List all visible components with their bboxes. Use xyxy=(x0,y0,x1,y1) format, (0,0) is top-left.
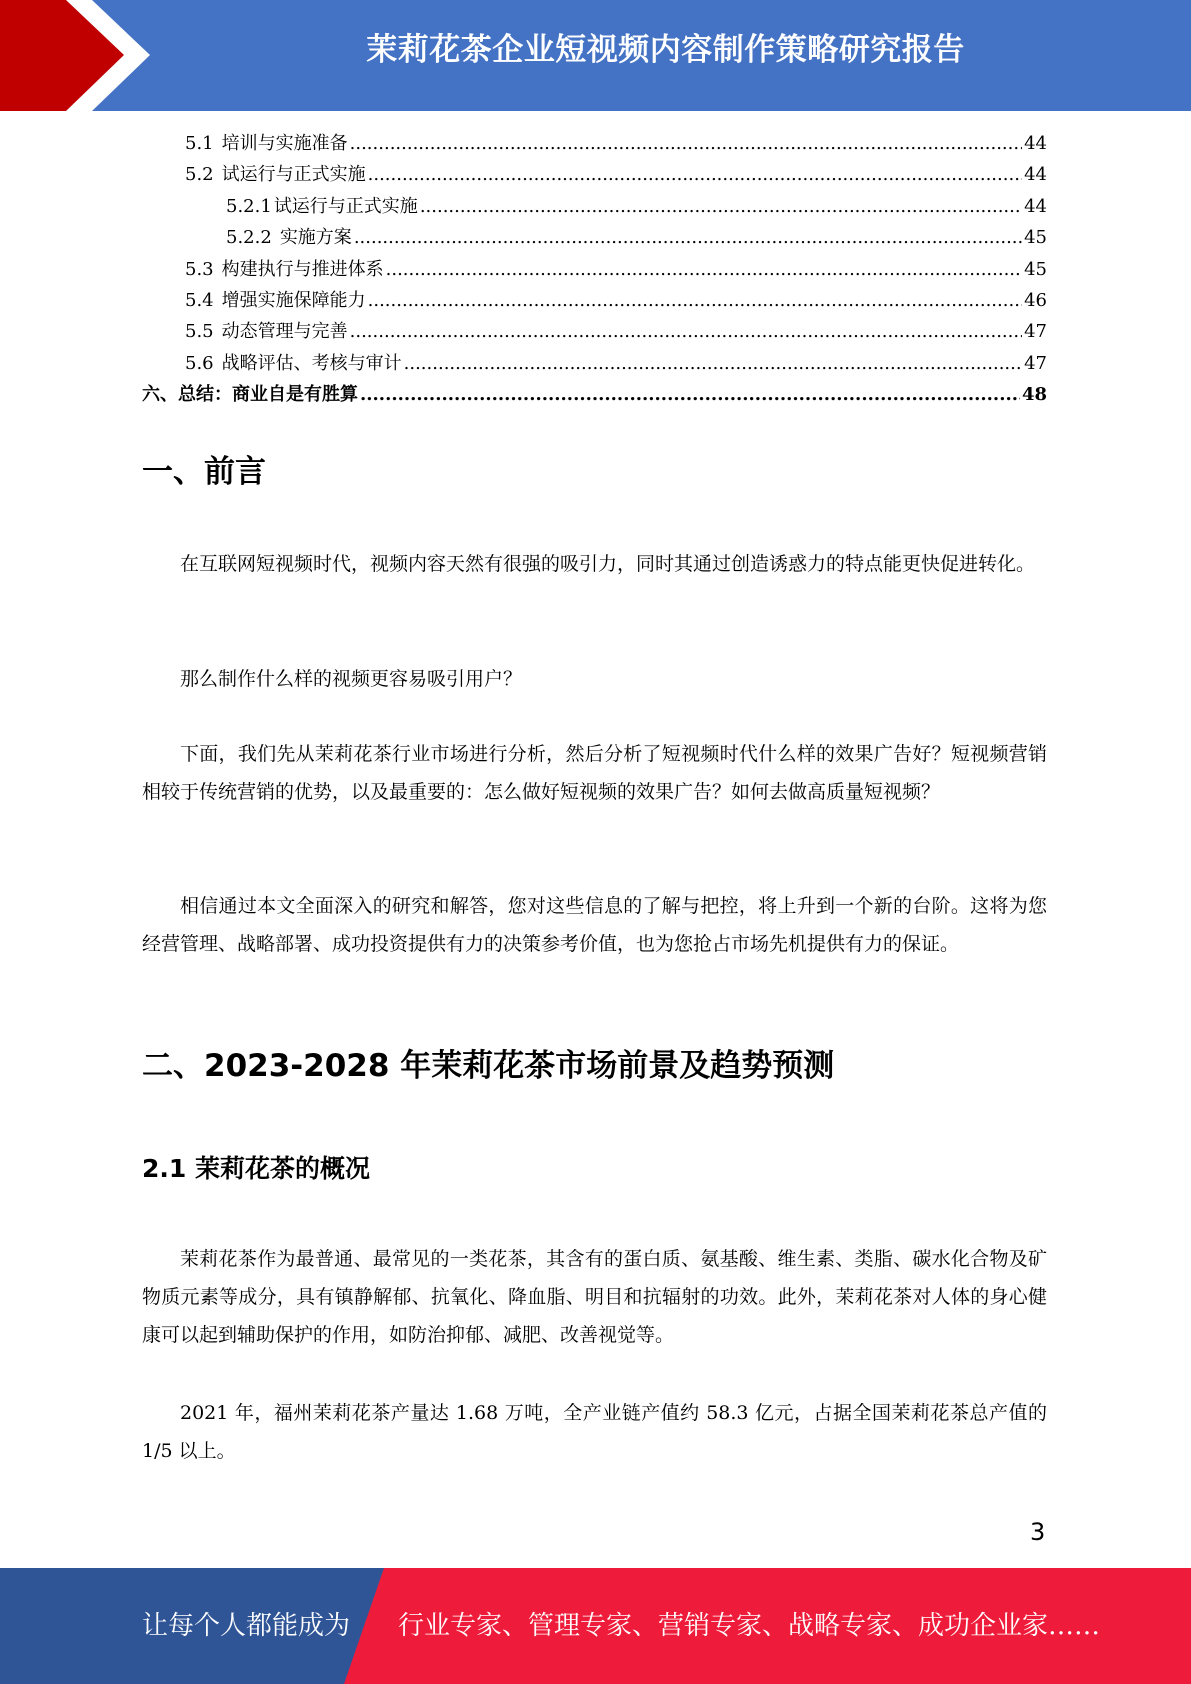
toc-number: 5.6 xyxy=(185,352,214,374)
toc-text: 动态管理与完善 xyxy=(221,321,348,343)
toc-page: 47 xyxy=(1024,321,1047,343)
toc-number: 5.2 xyxy=(185,164,214,186)
footer-slogan-right: 行业专家、管理专家、营销专家、战略专家、成功企业家…… xyxy=(398,1611,1101,1641)
toc-number: 5.5 xyxy=(185,321,214,343)
toc-text: 战略评估、考核与审计 xyxy=(221,352,402,374)
toc-page: 45 xyxy=(1024,258,1047,280)
toc-leader xyxy=(350,316,1022,347)
toc-text: 构建执行与推进体系 xyxy=(221,258,384,280)
paragraph: 那么制作什么样的视频更容易吸引用户？ xyxy=(180,668,523,690)
toc-text: 培训与实施准备 xyxy=(221,133,348,154)
toc-entry[interactable] xyxy=(142,285,1047,316)
toc-leader xyxy=(386,254,1022,285)
page-number: 3 xyxy=(1030,1518,1046,1546)
report-title: 茉莉花茶企业短视频内容制作策略研究报告 xyxy=(366,32,965,68)
toc-text: 六、总结：商业自是有胜算 xyxy=(142,384,358,406)
toc-entry[interactable] xyxy=(142,348,1047,379)
toc-number: 5.2.2 xyxy=(226,227,272,249)
toc-page: 44 xyxy=(1024,133,1047,154)
paragraph: 茉莉花茶作为最普通、最常见的一类花茶，其含有的蛋白质、氨基酸、维生素、类脂、碳水化合物及矿物质元素等成分，具有镇静解郁、抗氧化、降血脂、明目和抗辐射的功效。此外，茉莉花茶对人体的身心健康可以起到辅助保护的作用，如防治抑郁、减肥、改善视觉等。 xyxy=(142,1248,1047,1346)
toc-leader xyxy=(368,159,1022,190)
toc-number: 5.4 xyxy=(185,289,214,311)
toc-page: 44 xyxy=(1024,164,1047,186)
toc-entry[interactable] xyxy=(142,159,1047,190)
page-header xyxy=(0,0,1191,111)
toc-number: 5.3 xyxy=(185,258,214,280)
toc-page: 44 xyxy=(1024,195,1047,217)
toc-leader xyxy=(420,191,1022,222)
toc-number: 5.2.1 xyxy=(226,195,272,217)
table-of-contents xyxy=(142,128,1047,411)
toc-entry[interactable] xyxy=(142,191,1047,222)
toc-number: 5.1 xyxy=(185,133,214,154)
toc-leader xyxy=(404,348,1022,379)
toc-text: 试运行与正式实施 xyxy=(221,164,366,186)
toc-text: 试运行与正式实施 xyxy=(273,195,418,217)
toc-page: 45 xyxy=(1024,227,1047,249)
toc-text: 增强实施保障能力 xyxy=(221,289,366,311)
toc-entry[interactable] xyxy=(142,254,1047,285)
toc-page: 46 xyxy=(1024,289,1047,311)
toc-leader xyxy=(354,222,1022,253)
toc-leader xyxy=(360,379,1020,410)
toc-page: 48 xyxy=(1021,384,1047,406)
toc-page: 47 xyxy=(1024,352,1047,374)
paragraph: 在互联网短视频时代，视频内容天然有很强的吸引力，同时其通过创造诱惑力的特点能更快促进转化。 xyxy=(180,553,1036,575)
toc-text: 实施方案 xyxy=(279,227,352,249)
toc-entry[interactable] xyxy=(142,379,1047,410)
toc-entry[interactable] xyxy=(142,128,1047,159)
toc-leader xyxy=(368,285,1022,316)
toc-entry[interactable] xyxy=(142,222,1047,253)
paragraph: 2021 年，福州茉莉花茶产量达 1.68 万吨，全产业链产值约 58.3 亿元，占据全国茉莉花茶总产值的 1/5 以上。 xyxy=(142,1402,1047,1462)
paragraph: 下面，我们先从茉莉花茶行业市场进行分析，然后分析了短视频时代什么样的效果广告好？短视频营销相较于传统营销的优势，以及最重要的：怎么做好短视频的效果广告？如何去做高质量短视频？ xyxy=(142,743,1047,803)
footer-slogan-left: 让每个人都能成为 xyxy=(142,1611,351,1641)
page-footer xyxy=(0,1568,1191,1684)
subsection-heading-overview: 2.1 茉莉花茶的概况 xyxy=(142,1154,370,1183)
toc-entry[interactable] xyxy=(142,316,1047,347)
section-heading-preface: 一、前言 xyxy=(142,454,266,490)
section-heading-market-forecast: 二、2023-2028 年茉莉花茶市场前景及趋势预测 xyxy=(142,1048,835,1084)
paragraph: 相信通过本文全面深入的研究和解答，您对这些信息的了解与把控，将上升到一个新的台阶。这将为您经营管理、战略部署、成功投资提供有力的决策参考价值，也为您抢占市场先机提供有力的保证。 xyxy=(142,895,1047,955)
toc-leader xyxy=(350,128,1022,159)
